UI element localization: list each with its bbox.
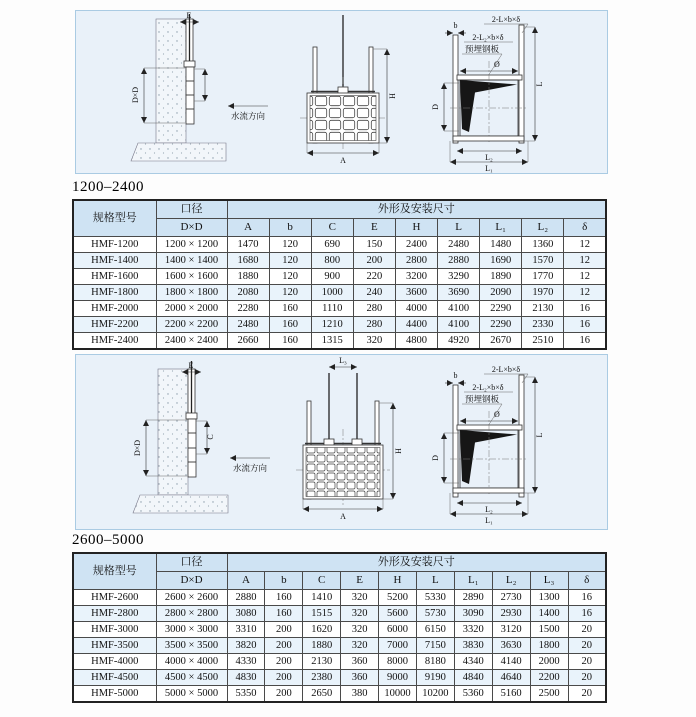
cell-dim-6: 1690	[480, 253, 522, 269]
gate-drawing-large	[76, 355, 607, 529]
table-row	[73, 237, 606, 253]
cell-dim-6: 2890	[454, 590, 492, 606]
cell-dxd: 1200 × 1200	[156, 237, 227, 253]
cell-dim-8: 16	[564, 317, 606, 333]
cell-dim-8: 16	[564, 333, 606, 350]
cell-dim-4: 3200	[395, 269, 437, 285]
col-header-dims-group: 外形及安装尺寸	[227, 553, 606, 572]
callout-plate-spec: 2-L₂×b×δ	[472, 383, 504, 392]
cell-dim-6: 3320	[454, 622, 492, 638]
dim-label-E: E	[188, 361, 194, 370]
cell-dim-5: 8180	[416, 654, 454, 670]
side-view	[133, 361, 270, 513]
cell-model: HMF-4000	[73, 654, 156, 670]
col-header-dim-6: L₁	[454, 572, 492, 590]
dim-label-b: b	[453, 21, 458, 30]
cell-dim-1: 120	[269, 285, 311, 301]
dim-label-L1: L₁	[485, 164, 493, 173]
cell-dim-4: 2800	[395, 253, 437, 269]
cell-dim-2: 1620	[303, 622, 341, 638]
cell-dim-2: 2130	[303, 654, 341, 670]
cell-dim-9: 20	[568, 622, 606, 638]
cell-dim-1: 160	[269, 301, 311, 317]
cell-dim-5: 2480	[438, 237, 480, 253]
dim-label-L3: L₃	[339, 356, 347, 365]
cell-dim-6: 3090	[454, 606, 492, 622]
cell-dim-1: 120	[269, 253, 311, 269]
cell-dim-8: 1400	[530, 606, 568, 622]
cell-model: HMF-1400	[73, 253, 156, 269]
cell-dim-6: 2290	[480, 301, 522, 317]
cell-dim-0: 4830	[227, 670, 265, 686]
embed-angle-right	[519, 375, 524, 497]
cell-model: HMF-3500	[73, 638, 156, 654]
table-row	[73, 301, 606, 317]
concrete-footing	[133, 495, 228, 513]
cell-model: HMF-2000	[73, 301, 156, 317]
dim-label-E: E	[186, 11, 192, 20]
cell-dim-5: 4920	[438, 333, 480, 350]
cell-dim-7: 4140	[492, 654, 530, 670]
cell-dim-4: 5600	[379, 606, 417, 622]
cell-dim-3: 220	[353, 269, 395, 285]
cell-dim-0: 3080	[227, 606, 265, 622]
embed-angle-right	[519, 25, 524, 143]
cell-dim-0: 1680	[227, 253, 269, 269]
cell-dim-4: 4800	[395, 333, 437, 350]
col-header-dim-8: L₃	[530, 572, 568, 590]
cell-dim-5: 9190	[416, 670, 454, 686]
embedded-plate	[457, 75, 522, 80]
callout-diameter: Ø	[494, 410, 500, 419]
col-header-dim-9: δ	[568, 572, 606, 590]
dim-label-H: H	[388, 93, 397, 99]
cell-dim-5: 2880	[438, 253, 480, 269]
cell-dim-9: 20	[568, 670, 606, 686]
cell-model: HMF-2200	[73, 317, 156, 333]
callout-plate-spec: 2-L₂×b×δ	[472, 33, 504, 42]
flow-label: 水流方向	[230, 111, 266, 121]
callout-diameter: Ø	[494, 60, 500, 69]
col-header-dim-3: E	[341, 572, 379, 590]
concrete-footing	[131, 143, 226, 161]
cell-dim-3: 360	[341, 654, 379, 670]
table-row	[73, 253, 606, 269]
cell-model: HMF-1800	[73, 285, 156, 301]
cell-dim-8: 16	[564, 301, 606, 317]
diagram-panel-1200-2400	[75, 10, 608, 174]
callout-angle-spec: 2-L×b×δ	[491, 15, 521, 24]
cell-dim-5: 6150	[416, 622, 454, 638]
col-header-dims-group: 外形及安装尺寸	[227, 200, 606, 219]
cell-dim-0: 3820	[227, 638, 265, 654]
table-row	[73, 333, 606, 350]
cell-dim-8: 1800	[530, 638, 568, 654]
concrete-wall	[156, 19, 186, 143]
cell-dim-6: 1480	[480, 237, 522, 253]
gate-grid	[306, 448, 380, 497]
cell-dxd: 3500 × 3500	[156, 638, 227, 654]
cell-dim-0: 3310	[227, 622, 265, 638]
cell-dim-8: 2200	[530, 670, 568, 686]
embed-angle-left	[453, 385, 458, 497]
dim-label-D: D	[431, 104, 440, 110]
cell-dim-3: 240	[353, 285, 395, 301]
spec-table-2600-5000	[72, 552, 607, 703]
cell-dxd: 2200 × 2200	[156, 317, 227, 333]
cell-dim-3: 320	[341, 590, 379, 606]
cell-model: HMF-1200	[73, 237, 156, 253]
col-header-dim-0: A	[227, 219, 269, 237]
cell-dim-9: 20	[568, 638, 606, 654]
cell-dim-3: 280	[353, 301, 395, 317]
table-row	[73, 654, 606, 670]
cell-dim-6: 2290	[480, 317, 522, 333]
dim-label-L: L	[535, 81, 544, 87]
cell-dim-4: 8000	[379, 654, 417, 670]
cell-model: HMF-1600	[73, 269, 156, 285]
cell-dim-1: 200	[265, 686, 303, 703]
cell-dim-2: 800	[311, 253, 353, 269]
cell-dim-1: 200	[265, 654, 303, 670]
cell-dim-9: 20	[568, 686, 606, 703]
cell-model: HMF-2800	[73, 606, 156, 622]
cell-dim-7: 2130	[522, 301, 564, 317]
cell-dim-0: 1470	[227, 237, 269, 253]
cell-dim-2: 690	[311, 237, 353, 253]
cell-dxd: 1600 × 1600	[156, 269, 227, 285]
cell-dim-4: 5200	[379, 590, 417, 606]
table-row	[73, 686, 606, 703]
cell-dim-6: 2670	[480, 333, 522, 350]
col-header-dxd: D×D	[156, 572, 227, 590]
table-row	[73, 622, 606, 638]
front-view	[300, 15, 397, 165]
col-header-dim-4: H	[379, 572, 417, 590]
cell-dim-1: 160	[265, 606, 303, 622]
gate-wedge-section	[460, 430, 517, 484]
cell-dxd: 2600 × 2600	[156, 590, 227, 606]
table-title-2: 2600–5000	[72, 532, 144, 548]
table-title-1: 1200–2400	[72, 179, 144, 195]
cell-dim-0: 2880	[227, 590, 265, 606]
cell-dxd: 2800 × 2800	[156, 606, 227, 622]
cell-dim-8: 1300	[530, 590, 568, 606]
col-header-caliber: 口径	[156, 553, 227, 572]
cell-dxd: 4500 × 4500	[156, 670, 227, 686]
col-header-dim-6: L₁	[480, 219, 522, 237]
table-row	[73, 670, 606, 686]
cell-dim-5: 3290	[438, 269, 480, 285]
cell-dxd: 3000 × 3000	[156, 622, 227, 638]
cell-dim-3: 320	[341, 622, 379, 638]
table-row	[73, 317, 606, 333]
cell-dim-3: 380	[341, 686, 379, 703]
flow-label: 水流方向	[232, 463, 268, 473]
col-header-caliber: 口径	[156, 200, 227, 219]
cell-dim-7: 1570	[522, 253, 564, 269]
dim-label-L2: L₂	[485, 505, 493, 514]
install-section-view	[431, 15, 544, 173]
col-header-model: 规格型号	[73, 553, 156, 590]
dim-label-L2: L₂	[485, 153, 493, 162]
cell-dim-2: 1515	[303, 606, 341, 622]
cell-dim-4: 3600	[395, 285, 437, 301]
col-header-dim-0: A	[227, 572, 265, 590]
cell-dim-7: 1970	[522, 285, 564, 301]
cell-dim-8: 12	[564, 269, 606, 285]
cell-dim-1: 120	[269, 269, 311, 285]
cell-dim-9: 20	[568, 654, 606, 670]
cell-dim-8: 12	[564, 285, 606, 301]
col-header-dim-5: L	[438, 219, 480, 237]
cell-dim-2: 1410	[303, 590, 341, 606]
cell-dim-7: 2730	[492, 590, 530, 606]
dim-label-b: b	[453, 371, 458, 380]
cell-dim-9: 16	[568, 606, 606, 622]
col-header-dim-3: E	[353, 219, 395, 237]
cell-dim-1: 160	[269, 317, 311, 333]
cell-dim-6: 2090	[480, 285, 522, 301]
dim-label-D: D	[431, 455, 440, 461]
col-header-model: 规格型号	[73, 200, 156, 237]
cell-dim-6: 4340	[454, 654, 492, 670]
cell-dim-4: 7000	[379, 638, 417, 654]
cell-dim-4: 10000	[379, 686, 417, 703]
col-header-dim-5: L	[416, 572, 454, 590]
cell-dim-8: 2000	[530, 654, 568, 670]
gate-wedge-section	[460, 80, 517, 132]
cell-dim-1: 120	[269, 237, 311, 253]
gate-grid	[310, 96, 376, 141]
cell-dim-6: 4840	[454, 670, 492, 686]
col-header-dim-1: b	[265, 572, 303, 590]
cell-dim-7: 2330	[522, 317, 564, 333]
front-view	[296, 356, 403, 521]
cell-dim-6: 3830	[454, 638, 492, 654]
col-header-dim-4: H	[395, 219, 437, 237]
cell-dim-0: 5350	[227, 686, 265, 703]
cell-dim-0: 2660	[227, 333, 269, 350]
cell-dim-5: 4100	[438, 301, 480, 317]
cell-model: HMF-2400	[73, 333, 156, 350]
cell-dim-7: 1770	[522, 269, 564, 285]
cell-dim-0: 2280	[227, 301, 269, 317]
cell-dim-6: 1890	[480, 269, 522, 285]
embed-angle-left	[453, 35, 458, 143]
side-view	[131, 11, 268, 161]
dim-label-C: C	[206, 434, 215, 440]
spec-section-1200-2400	[72, 177, 607, 350]
cell-dim-5: 5730	[416, 606, 454, 622]
table-row	[73, 638, 606, 654]
cell-dim-0: 4330	[227, 654, 265, 670]
cell-dim-1: 160	[265, 590, 303, 606]
dim-label-A: A	[340, 512, 346, 521]
cell-dim-5: 4100	[438, 317, 480, 333]
callout-angle-spec: 2-L×b×δ	[491, 365, 521, 374]
dim-label-L1: L₁	[485, 516, 493, 525]
cell-dim-7: 3120	[492, 622, 530, 638]
col-header-dim-7: L₂	[522, 219, 564, 237]
cell-model: HMF-4500	[73, 670, 156, 686]
cell-dim-4: 4400	[395, 317, 437, 333]
cell-dim-4: 2400	[395, 237, 437, 253]
cell-dim-2: 900	[311, 269, 353, 285]
cell-dim-5: 7150	[416, 638, 454, 654]
cell-dim-2: 1110	[311, 301, 353, 317]
cell-dim-6: 5360	[454, 686, 492, 703]
cell-dim-1: 200	[265, 638, 303, 654]
cell-model: HMF-3000	[73, 622, 156, 638]
cell-dim-5: 3690	[438, 285, 480, 301]
dim-label-DxD: D×D	[133, 439, 142, 457]
cell-dim-7: 5160	[492, 686, 530, 703]
callout-plate-name: 预埋钢板	[464, 394, 500, 404]
cell-dxd: 2000 × 2000	[156, 301, 227, 317]
dim-label-L: L	[535, 432, 544, 438]
cell-dim-8: 2500	[530, 686, 568, 703]
spec-table-1200-2400	[72, 199, 607, 350]
table-row	[73, 285, 606, 301]
cell-dxd: 5000 × 5000	[156, 686, 227, 703]
cell-dim-8: 12	[564, 253, 606, 269]
cell-dim-0: 1880	[227, 269, 269, 285]
cell-dim-2: 1315	[311, 333, 353, 350]
gate-plate-side	[186, 67, 194, 124]
spec-section-2600-5000	[72, 530, 607, 703]
bottom-sill	[453, 136, 524, 141]
col-header-dim-8: δ	[564, 219, 606, 237]
cell-dim-7: 3630	[492, 638, 530, 654]
col-header-dim-7: L₂	[492, 572, 530, 590]
embedded-plate	[457, 425, 522, 430]
table-row	[73, 606, 606, 622]
dim-label-DxD: D×D	[131, 86, 140, 104]
cell-dim-3: 280	[353, 317, 395, 333]
table-row	[73, 269, 606, 285]
cell-dim-3: 320	[341, 606, 379, 622]
cell-dim-3: 360	[341, 670, 379, 686]
cell-dim-5: 10200	[416, 686, 454, 703]
col-header-dim-2: C	[303, 572, 341, 590]
cell-dim-1: 200	[265, 670, 303, 686]
cell-dim-4: 6000	[379, 622, 417, 638]
col-header-dim-2: C	[311, 219, 353, 237]
cell-dim-7: 2930	[492, 606, 530, 622]
cell-dim-1: 160	[269, 333, 311, 350]
diagram-panel-2600-5000	[75, 354, 608, 530]
cell-dim-8: 12	[564, 237, 606, 253]
cell-dxd: 1400 × 1400	[156, 253, 227, 269]
cell-dim-5: 5330	[416, 590, 454, 606]
dim-label-H: H	[394, 448, 403, 454]
cell-dim-2: 1880	[303, 638, 341, 654]
cell-dim-2: 2380	[303, 670, 341, 686]
cell-dim-7: 2510	[522, 333, 564, 350]
cell-dim-2: 1210	[311, 317, 353, 333]
cell-dim-9: 16	[568, 590, 606, 606]
table-row	[73, 590, 606, 606]
col-header-dim-1: b	[269, 219, 311, 237]
cell-model: HMF-2600	[73, 590, 156, 606]
cell-dim-7: 1360	[522, 237, 564, 253]
cell-dim-4: 9000	[379, 670, 417, 686]
cell-dim-4: 4000	[395, 301, 437, 317]
dim-label-A: A	[340, 156, 346, 165]
gate-drawing-small	[76, 11, 607, 173]
cell-dxd: 2400 × 2400	[156, 333, 227, 350]
cell-dxd: 4000 × 4000	[156, 654, 227, 670]
col-header-dxd: D×D	[156, 219, 227, 237]
cell-dim-1: 200	[265, 622, 303, 638]
cell-model: HMF-5000	[73, 686, 156, 703]
cell-dxd: 1800 × 1800	[156, 285, 227, 301]
cell-dim-3: 150	[353, 237, 395, 253]
install-section-view	[431, 365, 544, 525]
cell-dim-2: 2650	[303, 686, 341, 703]
cell-dim-7: 4640	[492, 670, 530, 686]
cell-dim-0: 2480	[227, 317, 269, 333]
bottom-sill	[453, 488, 524, 493]
cell-dim-3: 320	[353, 333, 395, 350]
callout-plate-name: 预埋钢板	[464, 44, 500, 54]
cell-dim-3: 320	[341, 638, 379, 654]
cell-dim-8: 1500	[530, 622, 568, 638]
cell-dim-0: 2080	[227, 285, 269, 301]
cell-dim-3: 200	[353, 253, 395, 269]
cell-dim-2: 1000	[311, 285, 353, 301]
